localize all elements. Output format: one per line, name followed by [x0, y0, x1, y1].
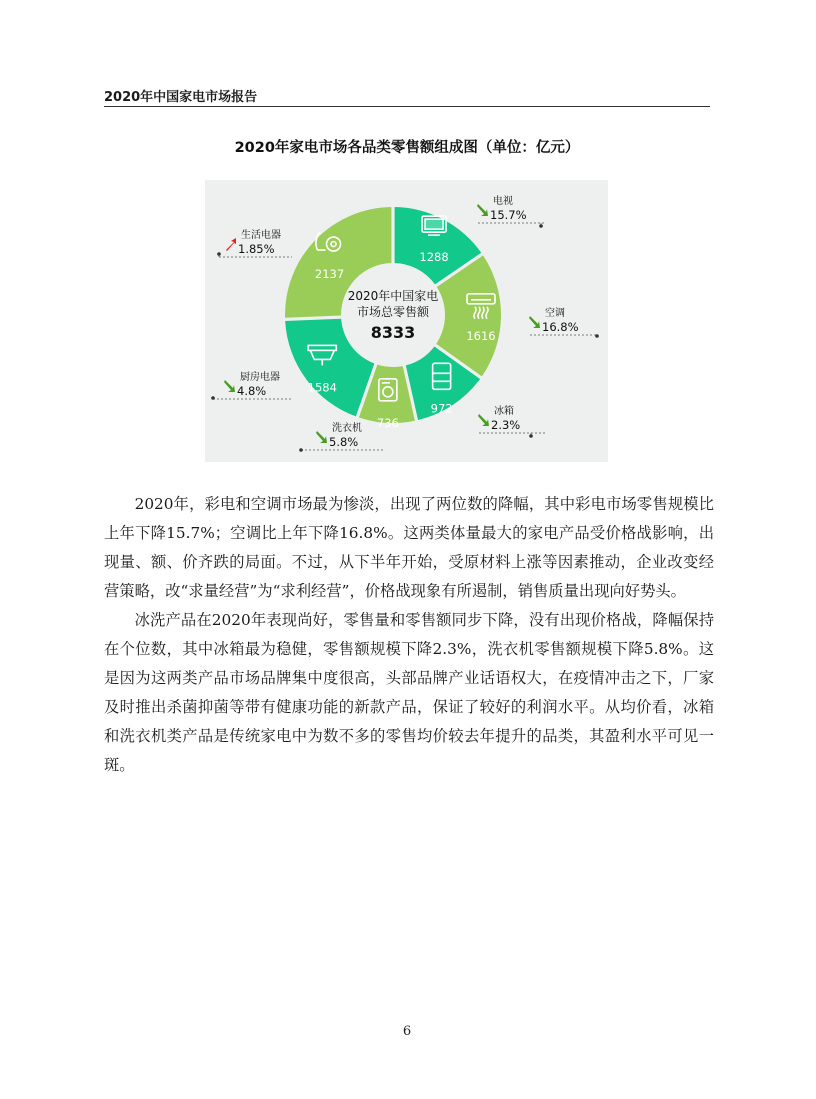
- callout-category-label: 洗衣机: [332, 423, 362, 434]
- tv-icon: [422, 216, 446, 235]
- callout-dot: [529, 434, 533, 438]
- pie-slice-5: [285, 319, 374, 417]
- paragraph: 冰洗产品在2020年表现尚好，零售量和零售额同步下降，没有出现价格战，降幅保持在个位数，其中冰箱最为稳健，零售额规模下降2.3%，洗衣机零售额规模下降5.8%。这是因为这两类产品市场品牌集中度很高，头部品牌产业话语权大，在疫情冲击之下，厂家及时推出杀菌抑菌等带有健康功能的新款产品，保证了较好的利润水平。从均价看，冰箱和洗衣机类产品是传统家电中为数不多的零售均价较去年提升的品类，其盈利水平可见一斑。: [104, 611, 714, 774]
- donut-chart: [205, 180, 608, 462]
- callout-4: [299, 421, 383, 452]
- callout-category-label: 冰箱: [494, 406, 514, 417]
- page-number: 6: [402, 1024, 412, 1039]
- trend-down-arrow-icon: [316, 431, 327, 443]
- callout-dot: [217, 252, 221, 256]
- slice-value-label: 1616: [466, 328, 496, 343]
- callout-category-label: 厨房电器: [240, 372, 280, 383]
- donut-chart-panel: [205, 180, 608, 462]
- body-text: [104, 490, 714, 780]
- callout-change-label: 16.8%: [542, 320, 579, 334]
- callout-2: [529, 306, 599, 338]
- trend-down-arrow-icon: [477, 204, 488, 216]
- running-header: 2020年中国家电市场报告: [104, 90, 258, 105]
- callout-5: [211, 370, 291, 400]
- trend-down-arrow-icon: [478, 414, 489, 426]
- callout-change-label: 4.8%: [237, 384, 267, 398]
- chart-title: 2020年家电市场各品类零售额组成图（单位：亿元）: [234, 140, 580, 156]
- slice-value-label: 736: [376, 415, 399, 430]
- header-divider: [104, 106, 710, 107]
- callout-1: [477, 194, 544, 228]
- trend-up-arrow-icon: [226, 238, 236, 251]
- callout-category-label: 生活电器: [241, 230, 281, 241]
- callout-6: [217, 228, 292, 257]
- callout-change-label: 15.7%: [490, 208, 527, 222]
- center-label-line-1: 2020年中国家电: [347, 289, 439, 303]
- trend-down-arrow-icon: [224, 380, 235, 392]
- slice-value-label: 1288: [419, 250, 449, 265]
- callout-3: [478, 404, 545, 438]
- slice-value-label: 1584: [307, 380, 337, 395]
- slice-value-label: 972: [430, 401, 453, 416]
- slice-value-label: 2137: [314, 267, 345, 282]
- center-total-value: 8333: [370, 323, 416, 342]
- paragraph: 2020年，彩电和空调市场最为惨淡，出现了两位数的降幅，其中彩电市场零售规模比上年下降15.7%；空调比上年下降16.8%。这两类体量最大的家电产品受价格战影响，出现量、额、价齐跌的局面。不过，从下半年开始，受原材料上涨等因素推动，企业改变经营策略，改“求量经营”为“求利经营”，价格战现象有所遏制，销售质量出现向好势头。: [104, 495, 714, 600]
- callout-dot: [595, 334, 599, 338]
- callout-dot: [539, 224, 543, 228]
- callout-category-label: 空调: [545, 308, 565, 319]
- center-label-line-2: 市场总零售额: [356, 305, 430, 319]
- trend-down-arrow-icon: [529, 316, 540, 328]
- callout-change-label: 2.3%: [491, 418, 521, 432]
- callout-change-label: 5.8%: [329, 435, 359, 449]
- callout-dot: [299, 448, 303, 452]
- callout-dot: [211, 396, 215, 400]
- callout-change-label: 1.85%: [238, 242, 275, 256]
- callout-category-label: 电视: [493, 196, 513, 207]
